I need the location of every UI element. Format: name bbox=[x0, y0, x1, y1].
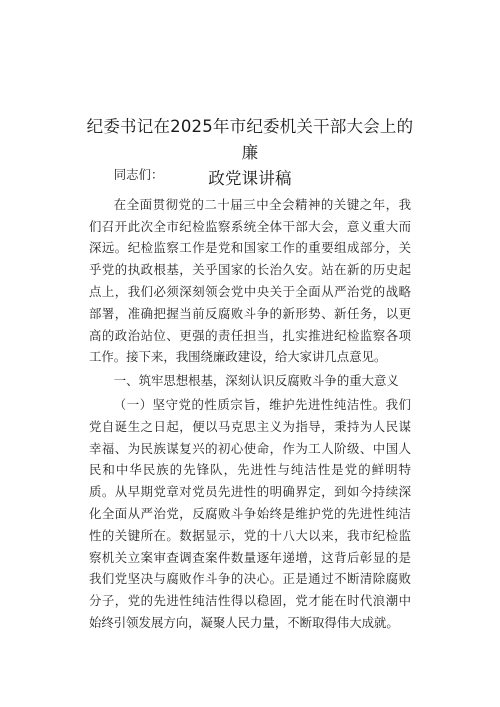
title-line-2: 政党课讲稿 bbox=[208, 169, 292, 188]
greeting: 同志们： bbox=[113, 167, 164, 182]
section-heading-1: 一、筑牢思想根基，深刻认识反腐败斗争的重大意义 bbox=[113, 373, 399, 389]
paragraph-section-1-1: （一）坚守党的性质宗旨，维护先进性纯洁性。我们党自诞生之日起，便以马克思主义为指导，秉持为人民谋幸福、为民族谋复兴的初心使命，作为工人阶级、中国人民和中华民族的先锋队，先进性与纯洁性是党的鲜明特质。从早期党章对党员先进性的明确界定，到如今持续深化全面从严治党，反腐败斗争始终是维护党的先进性纯洁性的关键所在。数据显示，党的十八大以来，我市纪检监察机关立案审查调查案件数量逐年递增，这背后彰显的是我们党坚决与腐败作斗争的决心。正是通过不断清除腐败分子，党的先进性纯洁性得以稳固，党才能在时代浪潮中始终引领发展方向，凝聚人民力量，不断取得伟大成就。 bbox=[89, 396, 411, 630]
title-line-1: 纪委书记在2025年市纪委机关干部大会上的廉 bbox=[86, 117, 414, 162]
paragraph-intro: 在全面贯彻党的二十届三中全会精神的关键之年，我们召开此次全市纪检监察系统全体干部大会，意义重大而深远。纪检监察工作是党和国家工作的重要组成部分，关乎党的执政根基，关乎国家的长治久安。站在新的历史起点上，我们必须深刻领会党中央关于全面从严治党的战略部署，准确把握当前反腐败斗争的新形势、新任务，以更高的政治站位、更强的责任担当，扎实推进纪检监察各项工作。接下来，我围绕廉政建设，给大家讲几点意见。 bbox=[89, 196, 411, 365]
document-body bbox=[89, 164, 411, 634]
